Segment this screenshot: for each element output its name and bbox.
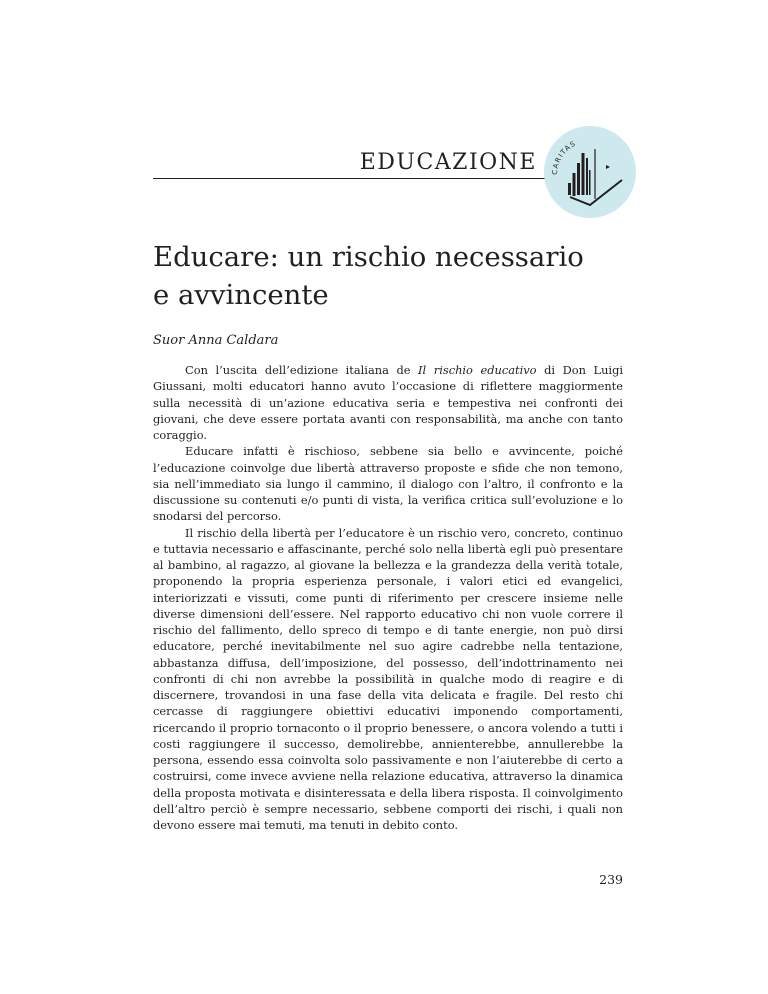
- logo-text: CARITAS: [550, 139, 578, 176]
- article-title: [153, 238, 623, 314]
- author-name: Suor Anna Caldara: [153, 333, 279, 348]
- paragraph-1: [153, 362, 623, 443]
- running-header: [153, 150, 543, 182]
- title-line-2: e avvincente: [153, 279, 329, 311]
- header-rule: [153, 178, 545, 179]
- paragraph-1-end: di Don Luigi Giussani, molti educatori hanno avuto l’occasione di riflettere maggiormente sulla necessità di un’azione educativa seria e tempestiva nei confronti dei giovani, che deve essere portata avanti con responsabilità, ma anche con tanto coraggio.: [153, 363, 623, 442]
- page-number: 239: [599, 872, 623, 887]
- title-line-1: Educare: un rischio necessario: [153, 241, 584, 273]
- section-title: EDUCAZIONE: [359, 150, 537, 175]
- caritas-logo-icon: [543, 125, 637, 219]
- book-title: Il rischio educativo: [418, 363, 537, 377]
- paragraph-2: Educare infatti è rischioso, sebbene sia bello e avvincente, poiché l’educazione coinvolge due libertà attraverso proposte e sfide che non temono, sia nell’immediato sia lungo il cammino, il dialogo con l’altro, il confronto e la discussione su contenuti e/o punti di vista, la verifica critica sull’evoluzione e lo snodarsi del percorso.: [153, 444, 623, 524]
- paragraph-3: Il rischio della libertà per l’educatore è un rischio vero, concreto, continuo e tuttavia necessario e affascinante, perché solo nella libertà egli può presentare al bambino, al ragazzo, al giovane la bellezza e la grandezza della verità totale, proponendo la propria esperienza personale, i valori etici ed evangelici, interiorizzati e vissuti, come punti di riferimento per crescere insieme nelle diverse dimensioni dell’essere. Nel rapporto educativo chi non vuole correre il rischio del fallimento, dello spreco di tempo e di tante energie, non può dirsi educatore, perché inevitabilmente nel suo agire cadrebbe nella tentazione, abbastanza diffusa, dell’imposizione, del possesso, dell’indottrinamento nei confronti di chi non avrebbe la possibilità in qualche modo di reagire e di discernere, trovandosi in una fase della vita delicata e fragile. Del resto chi cercasse di raggiungere obiettivi educativi imponendo comportamenti, ricercando il proprio tornaconto o il proprio benessere, o ancora volendo a tutti i costi raggiungere il successo, demolirebbe, annienterebbe, annullerebbe la persona, essendo essa coinvolta solo passivamente e non l’aiuterebbe di certo a costruirsi, come invece avviene nella relazione educativa, attraverso la dinamica della proposta motivata e disinteressata e della libera risposta. Il coinvolgimento dell’altro perciò è sempre necessario, sebbene comporti dei rischi, i quali non devono essere mai temuti, ma tenuti in debito conto.: [153, 525, 623, 832]
- paragraph-1-start: Con l’uscita dell’edizione italiana de: [185, 363, 419, 377]
- article-body: [153, 362, 623, 833]
